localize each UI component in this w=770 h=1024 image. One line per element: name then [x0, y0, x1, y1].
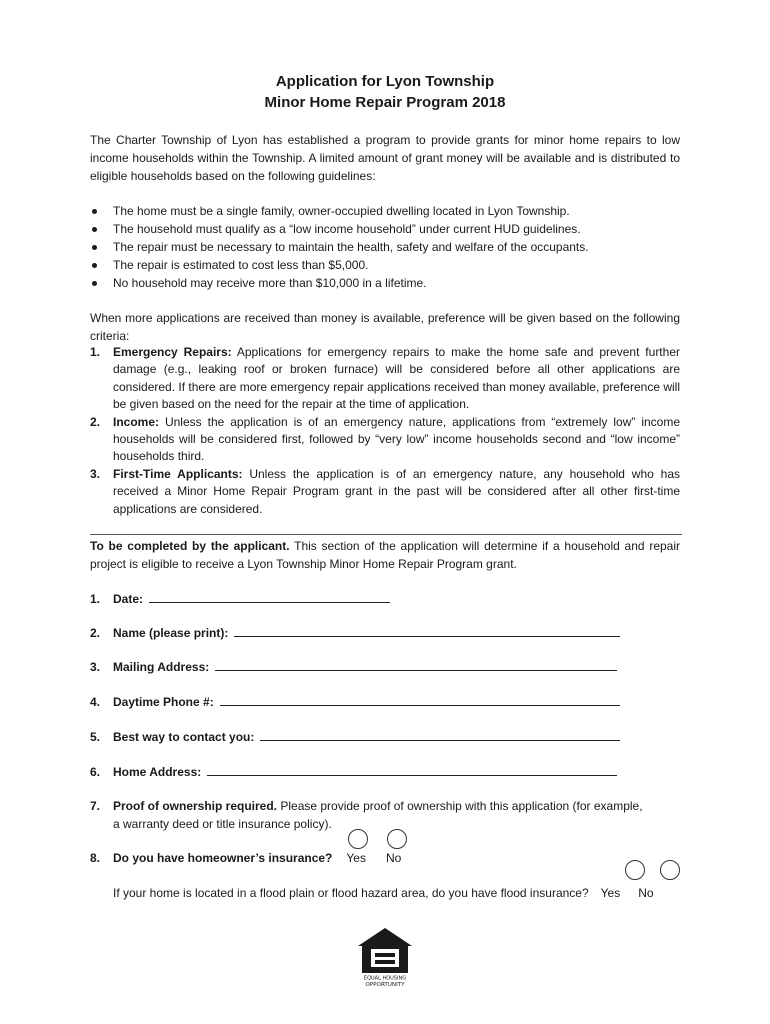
- criteria-number: 1.: [90, 345, 101, 359]
- criteria-label: Income:: [113, 414, 160, 429]
- flood-question-text: If your home is located in a flood plain or flood hazard area, do you have flood insurance?: [113, 886, 589, 900]
- insurance-yes-label: Yes: [346, 851, 366, 865]
- applicant-instructions-lead: To be completed by the applicant.: [90, 539, 290, 553]
- flood-insurance-yes-radio[interactable]: [625, 860, 645, 880]
- flood-insurance-question: [113, 884, 654, 902]
- list-item: The household must qualify as a “low income household” under current HUD guidelines.: [90, 220, 690, 238]
- name-question: [90, 624, 620, 642]
- date-field[interactable]: [149, 590, 390, 603]
- page-title: Application for Lyon Township: [275, 73, 495, 90]
- homeowners-insurance-no-radio[interactable]: [387, 829, 407, 849]
- question-number: 4.: [90, 695, 101, 709]
- daytime-phone-field[interactable]: [220, 693, 620, 706]
- criteria-text: Unless the application is of an emergency nature, any household who has received a Minor Home Repair Program grant in the past will be considered after all other first-time applications are considered.: [113, 466, 680, 516]
- criteria-label: First-Time Applicants:: [113, 466, 243, 481]
- home-address-label: Home Address:: [113, 765, 202, 779]
- flood-insurance-no-radio[interactable]: [660, 860, 680, 880]
- section-divider: [90, 534, 682, 535]
- criteria-number: 3.: [90, 466, 101, 481]
- applicant-instructions: [90, 537, 680, 573]
- home-address-field[interactable]: [207, 763, 617, 776]
- insurance-question: [90, 849, 401, 867]
- criteria-number: 2.: [90, 414, 101, 429]
- list-item: No household may receive more than $10,000 in a lifetime.: [90, 274, 690, 292]
- flood-no-label: No: [638, 886, 654, 900]
- home-address-question: [90, 763, 617, 781]
- date-question: [90, 590, 390, 608]
- question-number: 3.: [90, 660, 101, 674]
- daytime-phone-label: Daytime Phone #:: [113, 695, 214, 709]
- ownership-question: [90, 797, 680, 833]
- question-number: 2.: [90, 626, 101, 640]
- best-contact-label: Best way to contact you:: [113, 730, 255, 744]
- criteria-item-first-time: [90, 466, 680, 518]
- list-item: The repair must be necessary to maintain the health, safety and welfare of the occupants.: [90, 238, 690, 256]
- question-number: 7.: [90, 799, 101, 813]
- question-number: 5.: [90, 730, 101, 744]
- guidelines-list: [90, 202, 690, 292]
- equal-housing-opportunity-logo: [356, 926, 414, 988]
- applicant-instructions-text: This section of the application will determine if a household and repair project is eligible to receive a Lyon Township Minor Home Repair Program grant.: [90, 539, 680, 571]
- flood-yes-label: Yes: [600, 886, 621, 900]
- homeowners-insurance-yes-radio[interactable]: [348, 829, 368, 849]
- logo-text-line2: OPPORTUNITY: [365, 982, 405, 988]
- criteria-text: Applications for emergency repairs to make the home safe and prevent further damage (e.g., leaking roof or broken furnace) will be considered before all other applications are considered. If there are more emergency repair applications received than money available, preference will be given based on the need for the repair at the time of application.: [113, 345, 680, 412]
- criteria-label: Emergency Repairs:: [113, 345, 232, 359]
- criteria-item-income: [90, 414, 680, 466]
- criteria-item-emergency: [90, 344, 680, 414]
- list-item: The repair is estimated to cost less than $5,000.: [90, 256, 690, 274]
- daytime-phone-question: [90, 693, 620, 711]
- best-contact-question: [90, 728, 620, 746]
- ownership-text: Please provide proof of ownership with this application (for example,: [277, 799, 643, 813]
- page-subtitle: Minor Home Repair Program 2018: [264, 94, 506, 111]
- insurance-label: Do you have homeowner’s insurance?: [113, 851, 333, 865]
- list-item: The home must be a single family, owner-occupied dwelling located in Lyon Township.: [90, 202, 690, 220]
- question-number: 8.: [90, 851, 101, 865]
- criteria-text: Unless the application is of an emergency nature, applications from “extremely low” income households will be considered first, followed by “very low” income households second and “low income” households third.: [113, 414, 680, 464]
- name-field[interactable]: [234, 624, 620, 637]
- logo-text-line1: EQUAL HOUSING: [363, 975, 407, 982]
- ownership-label: Proof of ownership required.: [113, 799, 278, 813]
- preference-paragraph: When more applications are received than money is available, preference will be given based on the following criteria:: [90, 311, 680, 343]
- criteria-list: [90, 344, 680, 518]
- intro-paragraph: The Charter Township of Lyon has established a program to provide grants for minor home repairs to low income households within the Township. A limited amount of grant money will be available and is distributed to eligible households based on the following guidelines:: [90, 133, 680, 183]
- date-label: Date:: [113, 592, 144, 606]
- insurance-no-label: No: [385, 851, 402, 865]
- best-contact-field[interactable]: [260, 728, 620, 741]
- name-label: Name (please print):: [113, 626, 229, 640]
- mailing-address-question: [90, 658, 617, 676]
- question-number: 6.: [90, 765, 101, 779]
- mailing-address-label: Mailing Address:: [113, 660, 210, 674]
- ownership-text-continued: a warranty deed or title insurance policy).: [113, 817, 332, 831]
- question-number: 1.: [90, 592, 101, 606]
- mailing-address-field[interactable]: [215, 658, 617, 671]
